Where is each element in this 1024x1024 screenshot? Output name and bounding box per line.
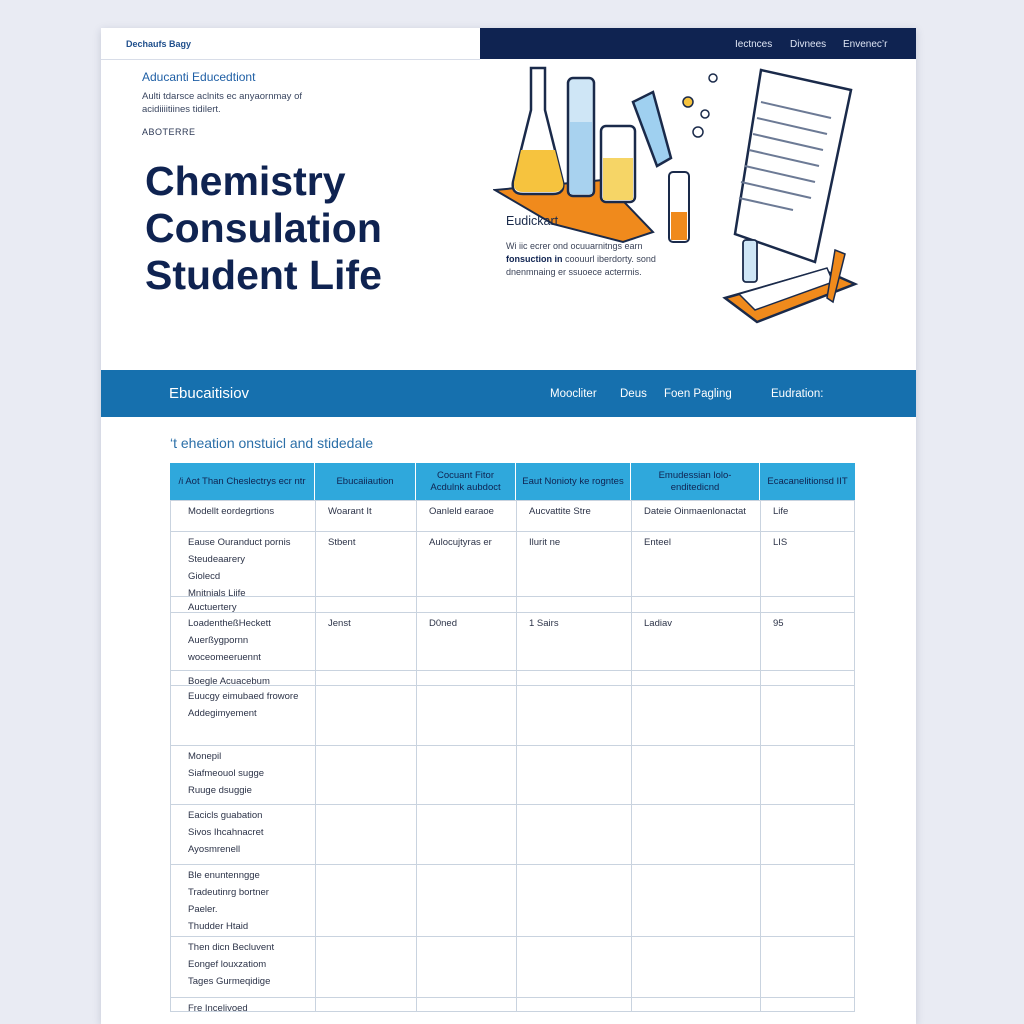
vial-liquid xyxy=(671,212,687,240)
page-title xyxy=(145,158,382,299)
table-grid-line xyxy=(170,936,855,937)
table-grid-line xyxy=(516,500,517,1011)
table-grid-line xyxy=(854,500,855,1011)
table-cell: LIS xyxy=(773,537,788,548)
table-cell: Ilurit ne xyxy=(529,537,561,548)
table-cell: Enteel xyxy=(644,537,671,548)
table-grid-line xyxy=(631,500,632,1011)
test-tube-icon xyxy=(633,92,671,166)
page-title-line-2: Consulation xyxy=(145,205,382,251)
brand-tagline: Aulti tdarsce aclnits ec anyaornmay of acidiiiitiines tidilert. xyxy=(142,91,302,115)
flask-liquid xyxy=(514,150,563,192)
table-grid-line xyxy=(170,670,855,671)
hero-label: ABOTERRE xyxy=(142,127,196,137)
table-grid-line xyxy=(170,500,171,1011)
page xyxy=(101,28,916,1024)
table-cell: Ladiav xyxy=(644,618,672,629)
table-cell: Eacicls guabation Sivos Ihcahnacret Ayosmrenell xyxy=(188,810,264,855)
table-cell: Euucgy eimubaed frowore Addegimyement xyxy=(188,691,299,719)
section-nav-band xyxy=(101,370,916,417)
top-bar-nav xyxy=(480,28,916,59)
table-header xyxy=(170,463,855,500)
bubble-icon xyxy=(709,74,717,82)
table-cell: Aulocujtyras er xyxy=(429,537,492,548)
beaker-liquid xyxy=(570,122,592,194)
table-header-cell: Emudessian lolo-enditedicnd xyxy=(631,463,760,500)
table-cell: D0ned xyxy=(429,618,457,629)
band-title: Ebucaitisiov xyxy=(169,385,250,402)
document-icon xyxy=(735,70,851,262)
table-cell: Aucvattite Stre xyxy=(529,506,591,517)
side-heading: Eudickart xyxy=(506,214,559,228)
table-grid-line xyxy=(170,804,855,805)
table-grid-line xyxy=(170,500,855,501)
table-cell: Stbent xyxy=(328,537,356,548)
table-cell: Ble enuntenngge Tradeutinrg bortner Paeler. Thudder Htaid xyxy=(188,870,269,932)
table-grid-line xyxy=(760,500,761,1011)
band-link-1[interactable]: Moocliter xyxy=(550,388,597,400)
bubble-icon xyxy=(693,127,703,137)
table-header-cell: Ebucaiiaution xyxy=(315,463,416,500)
small-tube-icon xyxy=(743,240,757,282)
top-nav-item-2[interactable]: Divnees xyxy=(790,39,827,50)
side-text-part-1: Wi iic ecrer ond ocuuarnitngs earn xyxy=(506,241,643,251)
top-nav-item-1[interactable]: Iectnces xyxy=(735,39,773,50)
table-grid-line xyxy=(170,864,855,865)
table-cell: Modellt eordegrtions xyxy=(188,506,275,517)
table-cell: 1 Sairs xyxy=(529,618,559,629)
band-link-4[interactable]: Eudration: xyxy=(771,388,824,400)
side-text-bold: fonsuction in xyxy=(506,254,563,264)
table-cell: Auctuertery xyxy=(188,602,237,613)
table-header-cell: Eaut Nonioty ke rogntes xyxy=(516,463,631,500)
table-cell: Oanleld earaoe xyxy=(429,506,494,517)
table-cell: LoadentheßHeckett Auerßygpornn woceomeeruennt xyxy=(188,618,271,663)
site-label[interactable]: Dechaufs Bagy xyxy=(126,39,192,49)
table-grid-line xyxy=(170,997,855,998)
bubble-icon xyxy=(683,97,693,107)
section-title: ‘t eheation onstuicl and stidedale xyxy=(170,435,374,451)
table-grid-line xyxy=(170,745,855,746)
side-text-part-2: coouurl iberdorty. sond dnenmnaing er ssuoece acterrnis. xyxy=(506,254,656,277)
band-link-3[interactable]: Foen Pagling xyxy=(664,388,732,400)
top-bar xyxy=(101,28,916,59)
table-cell: Life xyxy=(773,506,789,517)
table-cell: Eause Ouranduct pornis Steudeaarery Giolecd Mnitnials Liife xyxy=(188,537,291,599)
table-cell: Then dicn Becluvent Eongef louxzatiom Tages Gurmeqidige xyxy=(188,942,275,987)
top-bar-left xyxy=(101,28,480,60)
top-nav-item-3[interactable]: Envenec’r xyxy=(843,39,888,50)
table-cell: Dateie Oinmaenlonactat xyxy=(644,506,746,517)
table-header-cell: Ecacanelitionsd IIT xyxy=(767,475,848,487)
bubble-icon xyxy=(701,110,709,118)
table-header-cell: Cocuant Fitor Acdulnk aubdoct xyxy=(416,463,516,500)
table-cell: Woarant It xyxy=(328,506,372,517)
band-link-2[interactable]: Deus xyxy=(620,388,647,400)
table-cell: Monepil Siafmeouol sugge Ruuge dsuggie xyxy=(188,751,265,796)
brand-name: Aducanti Educedtiont xyxy=(142,70,256,84)
table-cell: Boegle Acuacebum xyxy=(188,676,270,687)
table-grid-line xyxy=(170,531,855,532)
table-cell: Jenst xyxy=(328,618,351,629)
table-grid-line xyxy=(416,500,417,1011)
table-header-cell: /i Aot Than Cheslectrys ecr ntr xyxy=(170,463,315,500)
page-title-line-1: Chemistry xyxy=(145,158,346,204)
short-beaker-liquid xyxy=(603,158,633,200)
side-text xyxy=(506,240,671,279)
table-cell: 95 xyxy=(773,618,784,629)
page-title-line-3: Student Life xyxy=(145,252,382,298)
chemistry-illustration xyxy=(493,62,878,362)
table-cell: Fre Incelivoed xyxy=(188,1003,248,1014)
